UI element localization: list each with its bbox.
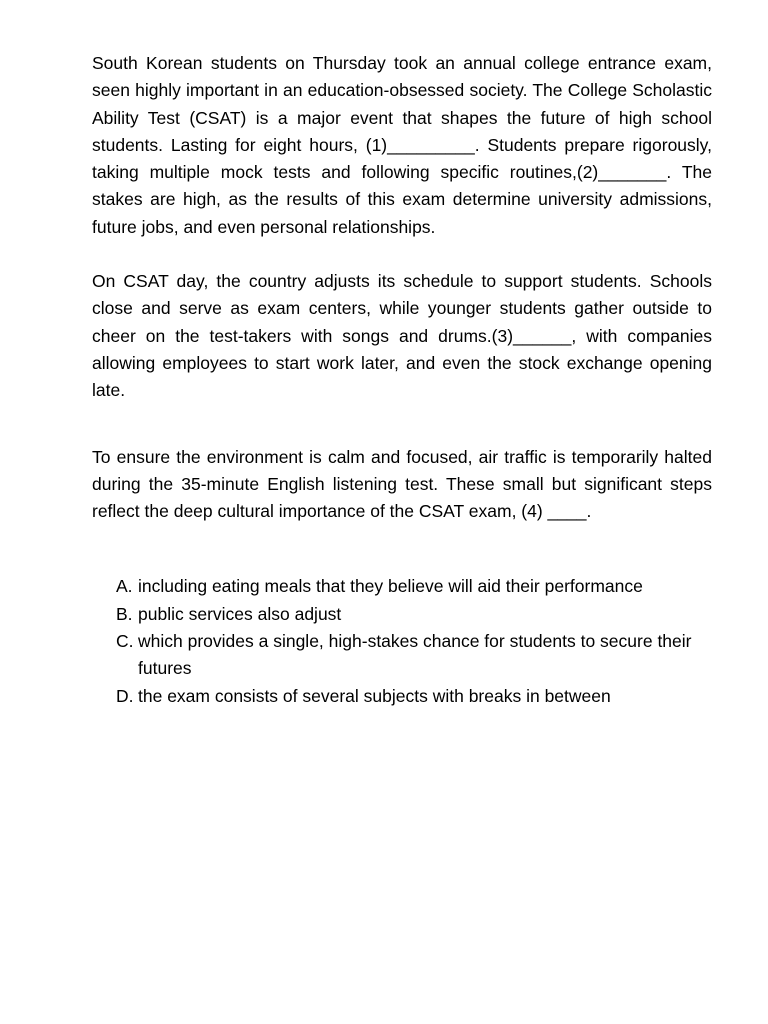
option-text: public services also adjust (138, 603, 342, 624)
paragraph-1: South Korean students on Thursday took an annual college entrance exam, seen highly important in an education-obsessed society. The College Scholastic Ability Test (CSAT) is a major event that shapes the future of high school students. Lasting for eight hours, (1)_________. Students prepare rigorously, taking multiple mock tests and following specific routines,(2)_______. The stakes are high, as the results of this exam determine university admissions, future jobs, and even personal relationships. (92, 53, 712, 237)
option-a (116, 573, 712, 600)
option-c (116, 628, 712, 683)
paragraph-2: On CSAT day, the country adjusts its schedule to support students. Schools close and serve as exam centers, while younger students gather outside to cheer on the test-takers with songs and drums.(3)______, with companies allowing employees to start work later, and even the stock exchange opening late. (92, 271, 712, 401)
option-b (116, 601, 712, 628)
option-letter: B. (116, 603, 133, 624)
option-letter: A. (116, 576, 133, 597)
option-letter: D. (116, 685, 134, 706)
option-text: including eating meals that they believe will aid their performance (138, 576, 643, 597)
option-text: which provides a single, high-stakes chance for students to secure their futures (138, 631, 692, 679)
answer-options-list (92, 573, 712, 709)
option-letter: C. (116, 631, 134, 652)
option-d (116, 683, 712, 710)
paragraph-3: To ensure the environment is calm and focused, air traffic is temporarily halted during the 35-minute English listening test. These small but significant steps reflect the deep cultural importance of the CSAT exam, (4) ____. (92, 446, 712, 522)
option-text: the exam consists of several subjects with breaks in between (138, 685, 611, 706)
document-page (92, 50, 712, 710)
